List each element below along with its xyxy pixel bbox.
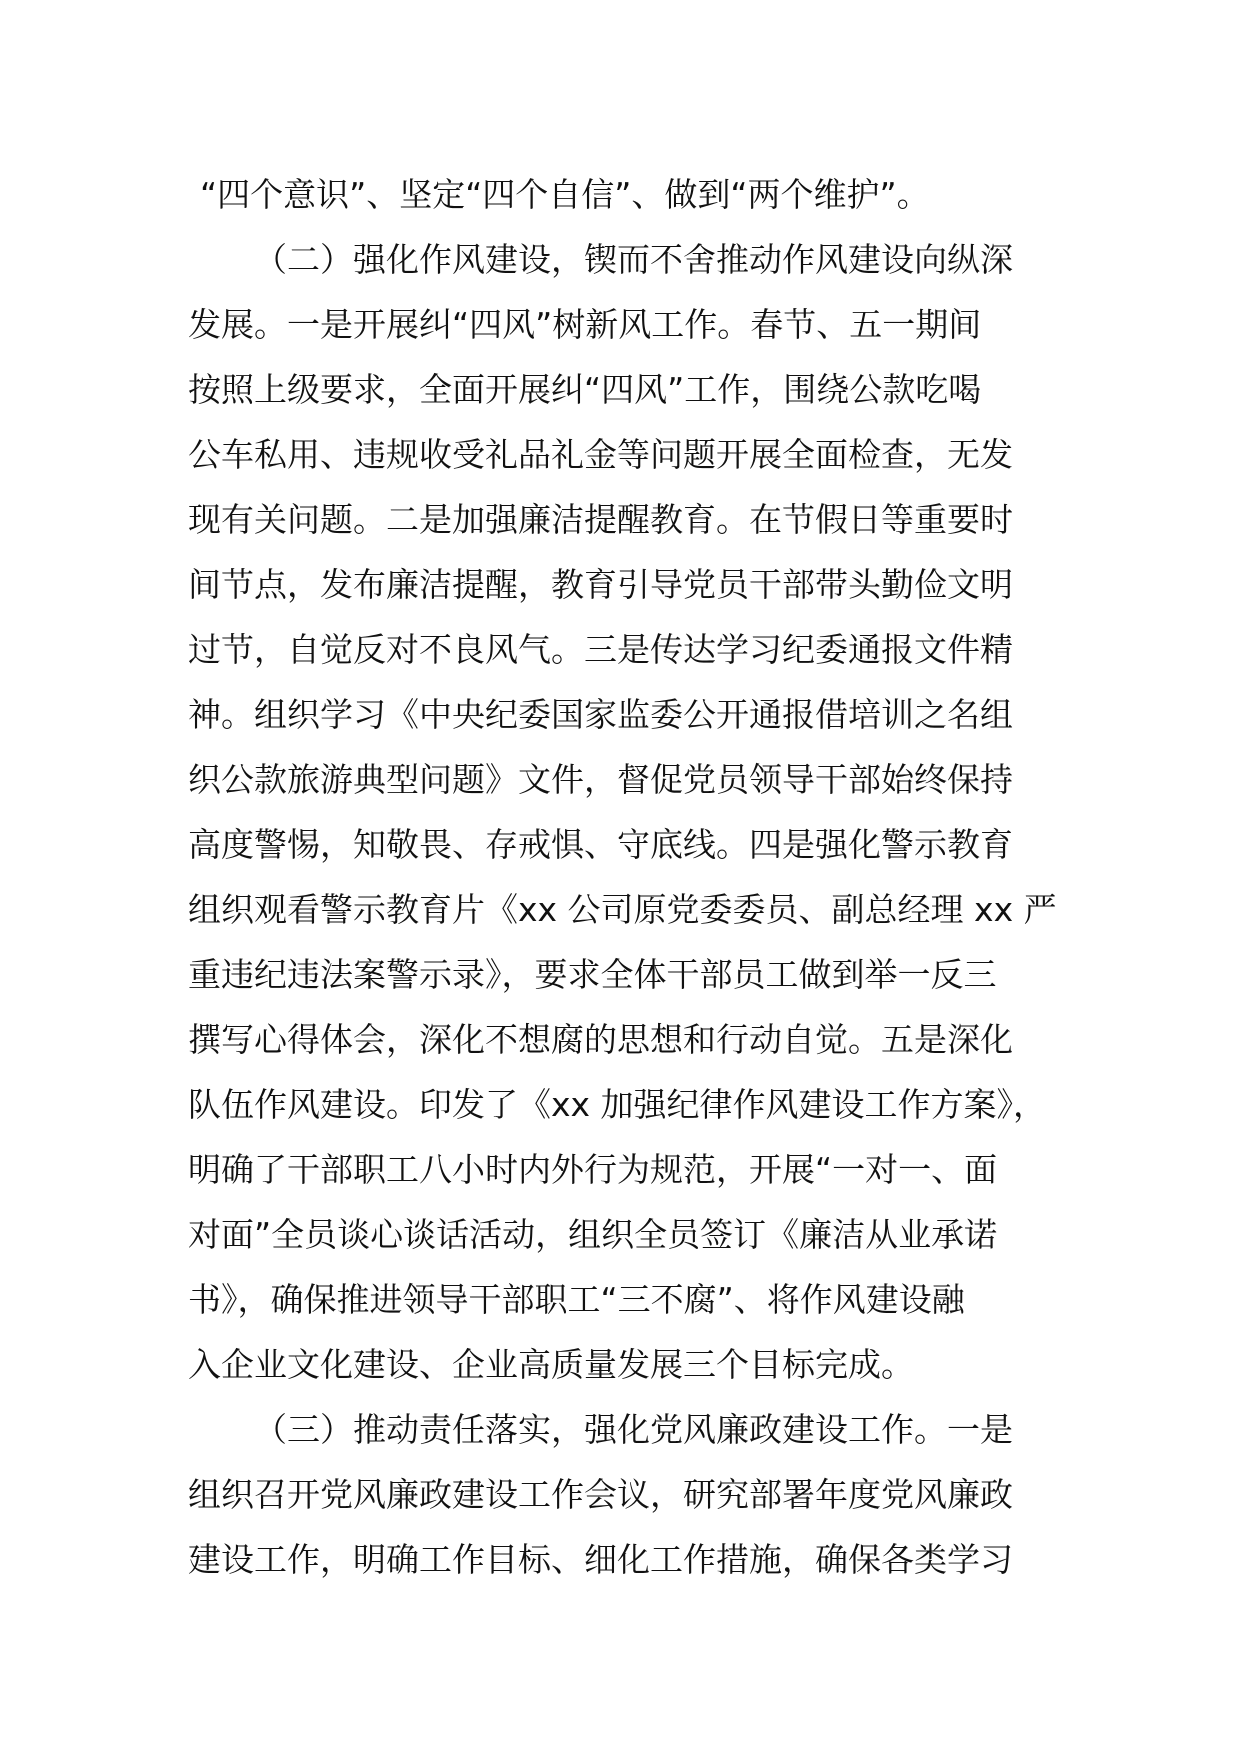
text-line: 高度警惕，知敬畏、存戒惧、守底线。四是强化警示教育 [188,825,1013,864]
text-line: 组织召开党风廉政建设工作会议，研究部署年度党风廉政 [188,1475,1013,1514]
text-line: 发展。一是开展纠“四风”树新风工作。春节、五一期间 [188,305,982,344]
text-line: 对面”全员谈心谈话活动，组织全员签订《廉洁从业承诺 [188,1215,998,1254]
text-line: 按照上级要求，全面开展纠“四风”工作，围绕公款吃喝 [188,370,982,409]
text-line: 过节，自觉反对不良风气。三是传达学习纪委通报文件精 [188,630,1013,669]
text-line: 队伍作风建设。印发了《xx 加强纪律作风建设工作方案》， [188,1085,1047,1124]
text-line: “四个意识”、坚定“四个自信”、做到“两个维护”。 [200,175,930,214]
text-line: 入企业文化建设、企业高质量发展三个目标完成。 [188,1345,914,1384]
text-line: 书》，确保推进领导干部职工“三不腐”、将作风建设融 [188,1280,965,1319]
text-line: 建设工作，明确工作目标、细化工作措施，确保各类学习 [188,1540,1013,1579]
text-line: 组织观看警示教育片《xx 公司原党委委员、副总经理 xx 严 [188,890,1057,929]
section-heading-3: （三）推动责任落实，强化党风廉政建设工作。一是 [254,1410,1013,1449]
document-body [188,162,1068,1592]
text-line: 明确了干部职工八小时内外行为规范，开展“一对一、面 [188,1150,998,1189]
text-line: 间节点，发布廉洁提醒，教育引导党员干部带头勤俭文明 [188,565,1013,604]
section-heading-2: （二）强化作风建设，锲而不舍推动作风建设向纵深 [254,240,1013,279]
text-line: 撰写心得体会，深化不想腐的思想和行动自觉。五是深化 [188,1020,1013,1059]
text-line: 重违纪违法案警示录》，要求全体干部员工做到举一反三 [188,955,997,994]
text-line: 织公款旅游典型问题》文件，督促党员领导干部始终保持 [188,760,1013,799]
text-line: 神。组织学习《中央纪委国家监委公开通报借培训之名组 [188,695,1013,734]
text-line: 现有关问题。二是加强廉洁提醒教育。在节假日等重要时 [188,500,1013,539]
text-line: 公车私用、违规收受礼品礼金等问题开展全面检查，无发 [188,435,1013,474]
